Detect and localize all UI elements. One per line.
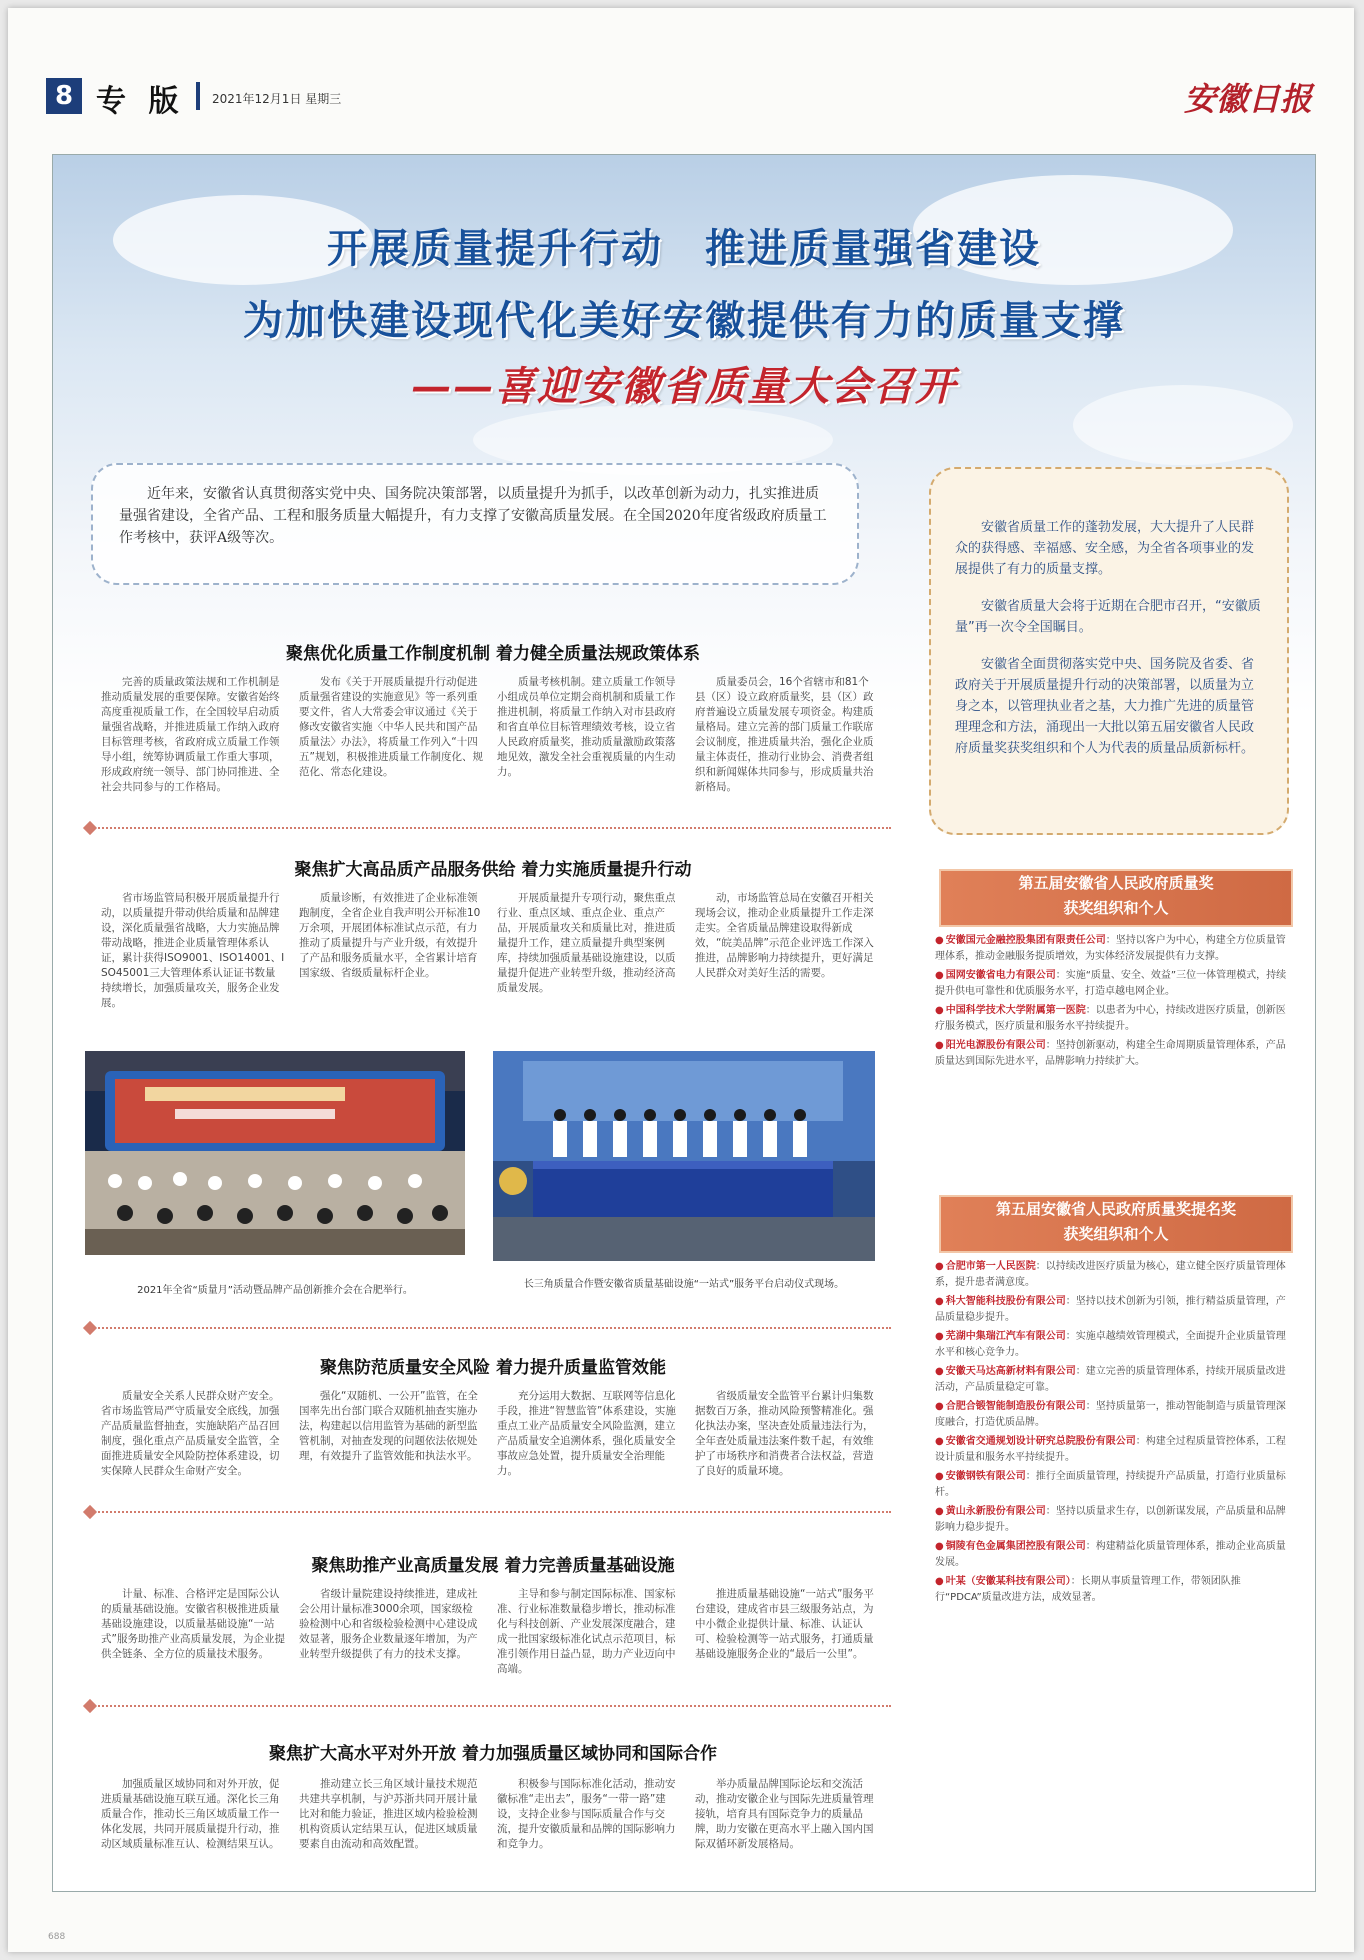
award-entry: ● 合肥合锻智能制造股份有限公司：坚持质量第一，推动智能制造与质量管理深度融合，打造优质品牌。: [935, 1401, 1286, 1428]
conference-photo: [85, 1051, 465, 1255]
section-column: 省市场监管局积极开展质量提升行动，以质量提升带动供给质量和品牌建设，深化质量强省战略，大力实施品牌带动战略，推进企业质量管理体系认证，累计获得ISO9001、ISO14001、ISO45001三大管理体系认证证书数量持续增长，加强质量攻关，服务企业发展。: [101, 892, 285, 1009]
section-divider: [91, 1327, 891, 1331]
award-list: [935, 1259, 1295, 1879]
photo-caption: 2021年全省“质量月”活动暨品牌产品创新推介会在合肥举行。: [137, 1285, 413, 1296]
award-desc: 坚持以技术创新为引领，推行精益质量管理，产品质量稳步提升。: [935, 1296, 1286, 1323]
section-column: 质量考核机制。建立质量工作领导小组成员单位定期会商机制和质量工作推进机制，将质量工作纳入对市县政府和省直单位目标管理绩效考核，设立省人民政府质量奖，推动质量激励政策落地见效，激发全社会重视质量的内生动力。: [497, 676, 676, 778]
section-title: 聚焦优化质量工作制度机制 着力健全质量法规政策体系: [286, 644, 700, 664]
masthead-divider: [196, 82, 200, 110]
award-entry: ● 安徽天马达高新材料有限公司：建立完善的质量管理体系，持续开展质量改进活动，产品质量稳定可靠。: [935, 1366, 1286, 1393]
award-org: 国网安徽省电力有限公司: [945, 970, 1056, 981]
section-column: 质量安全关系人民群众财产安全。省市场监管局严守质量安全底线，加强产品质量监督抽查，实施缺陷产品召回制度，强化重点产品质量安全监管，全面推进质量安全风险防控体系建设，切实保障人民群众生命财产安全。: [101, 1390, 280, 1477]
award-desc: 以持续改进医疗质量为核心，建立健全医疗质量管理体系，提升患者满意度。: [935, 1261, 1286, 1288]
award-desc: 坚持质量第一，推动智能制造与质量管理深度融合，打造优质品牌。: [935, 1401, 1286, 1428]
award-org: 科大智能科技股份有限公司: [945, 1296, 1066, 1307]
newspaper-logo: 安徽日报: [1183, 80, 1312, 118]
section-column: 推动建立长三角区域计量技术规范共建共享机制，与沪苏浙共同开展计量比对和能力验证，推进区域内检验检测机构资质认定结果互认，促进区域质量要素自由流动和高效配置。: [299, 1778, 478, 1850]
section-column: 完善的质量政策法规和工作机制是推动质量发展的重要保障。安徽省始终高度重视质量工作，在全国较早启动质量强省战略，并推进质量工作纳入政府目标管理考核，省政府成立质量工作领导小组，统筹协调质量工作重大事项，形成政府统一领导、部门协同推进、全社会共同参与的工作格局。: [101, 676, 280, 793]
award-entry: ● 安徽国元金融控股集团有限责任公司：坚持以客户为中心，构建全方位质量管理体系，推动金融服务提质增效，为实体经济发展提供有力支撑。: [935, 935, 1286, 962]
award-entry: ● 安徽钢铁有限公司：推行全面质量管理，持续提升产品质量，打造行业质量标杆。: [935, 1471, 1286, 1498]
award-org: 安徽天马达高新材料有限公司: [945, 1366, 1076, 1377]
award-org: 中国科学技术大学附属第一医院: [945, 1005, 1086, 1016]
newspaper-page: [8, 8, 1354, 1952]
section-body: [101, 1587, 887, 1687]
award-desc: 构建精益化质量管理体系，推动企业高质量发展。: [935, 1541, 1286, 1568]
conference-photo-image: [85, 1051, 465, 1255]
award-entry: ● 合肥市第一人民医院：以持续改进医疗质量为核心，建立健全医疗质量管理体系，提升患者满意度。: [935, 1261, 1286, 1288]
section-column: 省级质量安全监管平台累计归集数据数百万条，推动风险预警精准化。强化执法办案，坚决查处质量违法行为，全年查处质量违法案件数千起，有效维护了市场秩序和消费者合法权益，营造了良好的质量环境。: [695, 1390, 874, 1477]
section-column: 推进质量基础设施“一站式”服务平台建设，建成省市县三级服务站点，为中小微企业提供计量、标准、认证认可、检验检测等一站式服务，打通质量基础设施服务企业的“最后一公里”。: [695, 1588, 874, 1660]
award-entry: ● 国网安徽省电力有限公司：实施“质量、安全、效益”三位一体管理模式，持续提升供电可靠性和优质服务水平，打造卓越电网企业。: [935, 970, 1287, 997]
award-org: 安徽国元金融控股集团有限责任公司: [945, 935, 1106, 946]
award-org: 叶某（安徽某科技有限公司）: [945, 1576, 1071, 1587]
section-title: 聚焦扩大高水平对外开放 着力加强质量区域协同和国际合作: [269, 1744, 717, 1764]
section-title: 聚焦防范质量安全风险 着力提升质量监管效能: [320, 1358, 666, 1378]
section-column: 开展质量提升专项行动，聚焦重点行业、重点区域、重点企业、重点产品，开展质量攻关和质量比对，推进质量提升工作，建立质量提升典型案例库，持续加强质量基础设施建设，以质量提升促进产业转型升级，推动经济高质量发展。: [497, 892, 676, 994]
award-banner-subtitle: 获奖组织和个人: [1063, 899, 1169, 917]
award-banner: [939, 1195, 1293, 1253]
award-desc: 建立完善的质量管理体系，持续开展质量改进活动，产品质量稳定可靠。: [935, 1366, 1286, 1393]
special-feature-frame: [52, 154, 1316, 1892]
award-desc: 推行全面质量管理，持续提升产品质量，打造行业质量标杆。: [935, 1471, 1286, 1498]
award-desc: 坚持以客户为中心，构建全方位质量管理体系，推动金融服务提质增效，为实体经济发展提供有力支撑。: [935, 935, 1286, 962]
section-column: 质量诊断，有效推进了企业标准领跑制度，全省企业自我声明公开标准10万余项，开展团体标准试点示范，有力推动了质量提升与产业升级，有效提升了产品和服务质量水平，全省累计培育国家级、省级质量标杆企业。: [299, 892, 481, 979]
section-column: 动，市场监管总局在安徽召开相关现场会议，推动企业质量提升工作走深走实。全省质量品牌建设取得新成效，“皖美品牌”示范企业评选工作深入推进，品牌影响力持续提升，更好满足人民群众对美好生活的需要。: [695, 892, 874, 979]
award-desc: 实施“质量、安全、效益”三位一体管理模式，持续提升供电可靠性和优质服务水平，打造卓越电网企业。: [935, 970, 1287, 997]
section-title: 聚焦助推产业高质量发展 着力完善质量基础设施: [311, 1556, 675, 1576]
section-column: 积极参与国际标准化活动，推动安徽标准“走出去”，服务“一带一路”建设，支持企业参与国际质量合作与交流，提升安徽质量和品牌的国际影响力和竞争力。: [497, 1778, 676, 1850]
award-desc: 构建全过程质量管控体系，工程设计质量和服务水平持续提升。: [935, 1436, 1286, 1463]
intro-box: 近年来，安徽省认真贯彻落实党中央、国务院决策部署，以质量提升为抓手，以改革创新为动力，扎实推进质量强省建设，全省产品、工程和服务质量大幅提升，有力支撑了安徽高质量发展。在全国2020年度省级政府质量工作考核中，获评A级等次。: [91, 463, 859, 585]
section-body: [101, 891, 887, 1009]
info-paragraph: 安徽省质量大会将于近期在合肥市召开，“安徽质量”再一次令全国瞩目。: [955, 599, 1261, 635]
award-desc: 坚持以质量求生存，以创新谋发展，产品质量和品牌影响力稳步提升。: [935, 1506, 1286, 1533]
award-desc: 长期从事质量管理工作，带领团队推行“PDCA”质量改进方法，成效显著。: [935, 1576, 1241, 1603]
award-banner-title: 第五届安徽省人民政府质量奖提名奖: [995, 1200, 1236, 1218]
headline-line-2: 为加快建设现代化美好安徽提供有力的质量支撑: [243, 298, 1125, 344]
award-entry: ● 阳光电源股份有限公司：坚持创新驱动，构建全生命周期质量管理体系，产品质量达到国际先进水平，品牌影响力持续扩大。: [935, 1040, 1286, 1067]
issue-date: 2021年12月1日 星期三: [212, 92, 342, 106]
info-paragraph: 安徽省质量工作的蓬勃发展，大大提升了人民群众的获得感、幸福感、安全感，为全省各项事业的发展提供了有力的质量支撑。: [955, 520, 1255, 577]
award-org: 阳光电源股份有限公司: [945, 1040, 1046, 1051]
section-divider: [91, 827, 891, 831]
award-entry: ● 安徽省交通规划设计研究总院股份有限公司：构建全过程质量管控体系，工程设计质量和服务水平持续提升。: [935, 1436, 1286, 1463]
award-desc: 坚持创新驱动，构建全生命周期质量管理体系，产品质量达到国际先进水平，品牌影响力持续扩大。: [935, 1040, 1286, 1067]
signing-ceremony-image: [493, 1051, 875, 1261]
section-divider: [91, 1511, 891, 1515]
section-column: 举办质量品牌国际论坛和交流活动，推动安徽企业与国际先进质量管理接轨，培育具有国际竞争力的质量品牌，助力安徽在更高水平上融入国内国际双循环新发展格局。: [695, 1778, 874, 1850]
photo-caption: 长三角质量合作暨安徽省质量基础设施“一站式”服务平台启动仪式现场。: [523, 1279, 845, 1290]
award-org: 安徽钢铁有限公司: [945, 1471, 1026, 1482]
award-org: 铜陵有色金属集团控股有限公司: [945, 1541, 1086, 1552]
signing-ceremony-photo: [493, 1051, 875, 1261]
section-divider: [91, 1705, 891, 1709]
award-entry: ● 黄山永新股份有限公司：坚持以质量求生存，以创新谋发展，产品质量和品牌影响力稳步提升。: [935, 1506, 1286, 1533]
footer-mark: 688: [48, 1932, 66, 1942]
section-column: 主导和参与制定国际标准、国家标准、行业标准数量稳步增长，推动标准化与科技创新、产业发展深度融合，建成一批国家级标准化试点示范项目，标准引领作用日益凸显，助力产业迈向中高端。: [497, 1588, 676, 1675]
section-column: 强化“双随机、一公开”监管，在全国率先出台部门联合双随机抽查实施办法，构建起以信用监管为基础的新型监管机制，对抽查发现的问题依法依规处理，有效提升了监管效能和执法水平。: [299, 1390, 478, 1462]
award-banner: [939, 869, 1293, 927]
headline-subtitle: ——喜迎安徽省质量大会召开: [411, 363, 957, 410]
section-body: [101, 1389, 887, 1489]
award-banner-subtitle: 获奖组织和个人: [1063, 1225, 1169, 1243]
info-paragraph: 安徽省全面贯彻落实党中央、国务院及省委、省政府关于开展质量提升行动的决策部署，以质量为立身之本，以管理执业者之基，大力推广先进的质量管理理念和方法，涌现出一大批以第五届安徽省人民政府质量奖获奖组织和个人为代表的质量品质新标杆。: [955, 657, 1255, 756]
section-column: 充分运用大数据、互联网等信息化手段，推进“智慧监管”体系建设，实施重点工业产品质量安全风险监测，建立产品质量安全追溯体系，强化质量安全事故应急处置，提升质量安全治理能力。: [497, 1390, 676, 1477]
award-banner-title: 第五届安徽省人民政府质量奖: [1018, 874, 1214, 892]
award-org: 黄山永新股份有限公司: [945, 1506, 1046, 1517]
award-desc: 实施卓越绩效管理模式，全面提升企业质量管理水平和核心竞争力。: [935, 1331, 1286, 1358]
section-column: 省级计量院建设持续推进，建成社会公用计量标准3000余项，国家级检验检测中心和省级检验检测中心建设成效显著，服务企业数量逐年增加，为产业转型升级提供了有力的技术支撑。: [299, 1588, 478, 1660]
award-org: 安徽省交通规划设计研究总院股份有限公司: [945, 1436, 1136, 1447]
section-column: 加强质量区域协同和对外开放，促进质量基础设施互联互通。深化长三角质量合作，推动长三角区域质量工作一体化发展，共同开展质量提升行动，推动区域质量标准互认、检测结果互认。: [101, 1778, 280, 1850]
award-org: 合肥市第一人民医院: [945, 1261, 1036, 1272]
section-column: 质量委员会，16个省辖市和81个县（区）设立政府质量奖，县（区）政府普遍设立质量发展专项资金。构建质量格局。建立完善的部门质量工作联席会议制度，推进质量共治，强化企业质量主体责任，推动行业协会、消费者组织和新闻媒体共同参与，形成质量共治新格局。: [695, 676, 874, 793]
section-title: 聚焦扩大高品质产品服务供给 着力实施质量提升行动: [294, 860, 692, 880]
section-body: [101, 1777, 887, 1877]
section-name: 专 版: [96, 84, 185, 119]
award-entry: ● 铜陵有色金属集团控股有限公司：构建精益化质量管理体系，推动企业高质量发展。: [935, 1541, 1286, 1568]
info-box: [929, 467, 1289, 835]
award-desc: 以患者为中心，持续改进医疗质量，创新医疗服务模式，医疗质量和服务水平持续提升。: [935, 1005, 1286, 1032]
award-org: 合肥合锻智能制造股份有限公司: [945, 1401, 1086, 1412]
award-entry: ● 叶某（安徽某科技有限公司）：长期从事质量管理工作，带领团队推行“PDCA”质量改进方法，成效显著。: [935, 1576, 1241, 1603]
section-body: [101, 675, 887, 797]
section-column: 发布《关于开展质量提升行动促进质量强省建设的实施意见》等一系列重要文件，省人大常委会审议通过《关于修改安徽省实施〈中华人民共和国产品质量法〉办法》，将质量工作列入“十四五”规划，积极推进质量工作制度化、规范化、常态化建设。: [299, 676, 483, 778]
award-entry: ● 中国科学技术大学附属第一医院：以患者为中心，持续改进医疗质量，创新医疗服务模式，医疗质量和服务水平持续提升。: [935, 1005, 1286, 1032]
award-org: 芜湖中集瑞江汽车有限公司: [945, 1331, 1066, 1342]
page-number: 8: [46, 78, 82, 114]
headline-line-1: 开展质量提升行动 推进质量强省建设: [327, 226, 1041, 272]
masthead: [46, 78, 1322, 118]
award-entry: ● 芜湖中集瑞江汽车有限公司：实施卓越绩效管理模式，全面提升企业质量管理水平和核心竞争力。: [935, 1331, 1286, 1358]
award-entry: ● 科大智能科技股份有限公司：坚持以技术创新为引领，推行精益质量管理，产品质量稳步提升。: [935, 1296, 1286, 1323]
section-column: 计量、标准、合格评定是国际公认的质量基础设施。安徽省积极推进质量基础设施建设，以质量基础设施“一站式”服务助推产业高质量发展，为企业提供全链条、全方位的质量技术服务。: [101, 1588, 285, 1660]
